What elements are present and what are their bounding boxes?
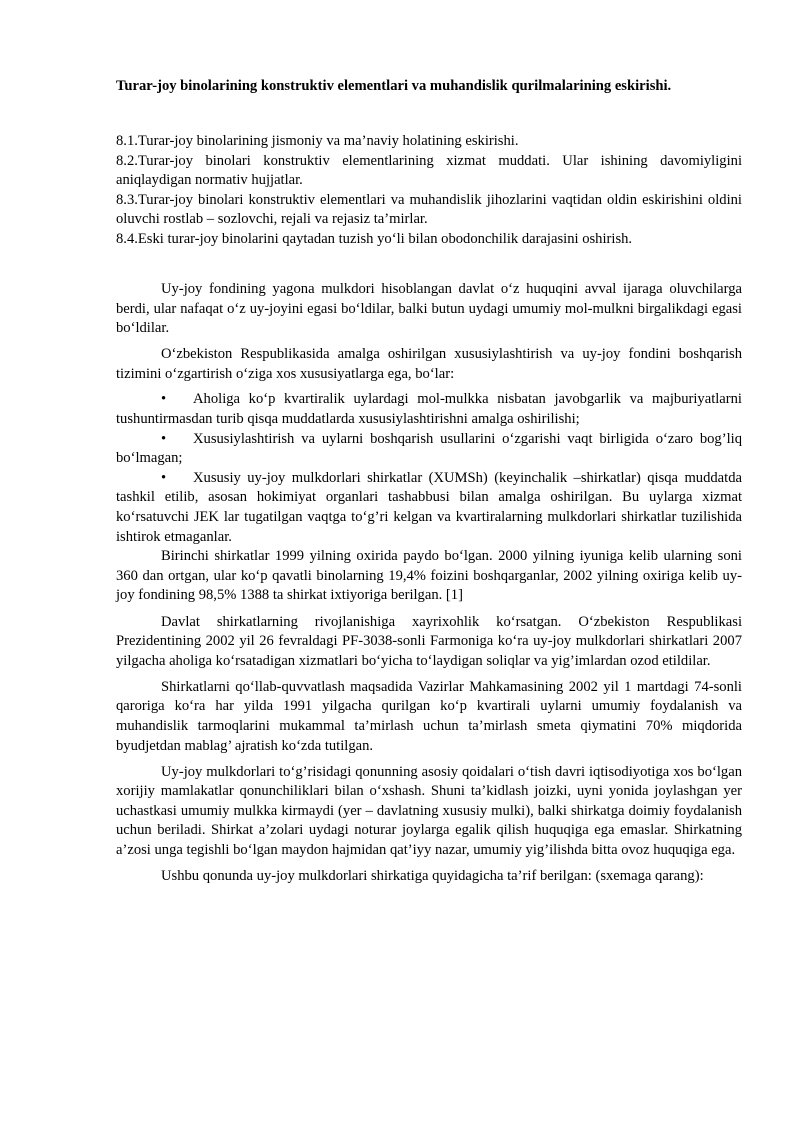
outline-item: 8.1.Turar-joy binolarining jismoniy va ma’naviy holatining eskirishi. <box>116 133 519 149</box>
bullet-item <box>116 469 742 547</box>
bullet-text: Xususiylashtirish va uylarni boshqarish usullarini o‘zgarishi vaqt birligida o‘zaro bog’liq bo‘lmagan; <box>116 430 742 467</box>
paragraph-ownership: Uy-joy fondining yagona mulkdori hisoblangan davlat o‘z huquqini avval ijaraga oluvchilarga berdi, ular nafaqat o‘z uy-joyini egasi bo‘ldilar, balki butun uydagi umumiy mol-mulkni birgalikdagi egasi bo‘ldilar. <box>116 281 742 337</box>
bullet-icon: • <box>161 430 167 447</box>
bullet-icon: • <box>161 391 167 408</box>
outline-item: 8.4.Eski turar-joy binolarini qaytadan tuzish yo‘li bilan obodonchilik darajasini oshirish. <box>116 230 633 247</box>
document-title: Turar-joy binolarining konstruktiv elementlari va muhandislik qurilmalarining eskirishi. <box>116 78 672 94</box>
paragraph-law-provisions: Uy-joy mulkdorlari to‘g’risidagi qonunning asosiy qoidalari o‘tish davri iqtisodiyotiga xos bo‘lgan xorijiy mamlakatlar qonunchiliklari bilan o‘xshash. Shuni ta’kidlash joizki, uyni yonida joylashgan yer uchastkasi umumiy mulkka kirmaydi (yer – davlatning xususiy mulki), balki shirkatga doimiy foydalanish uchun beriladi. Shirkat a’zolari uydagi noturar joylarga egalik qilish huquqiga ega emaslar. Shirkatning a’zosi unga tegishli bo‘lgan maydon hajmidan qat’iyy nazar, umumiy yig’ilishda bitta ovoz huquqiga ega. <box>116 763 742 859</box>
paragraph-definition: Ushbu qonunda uy-joy mulkdorlari shirkatiga quyidagicha ta’rif berilgan: (sxemaga qarang): <box>161 868 704 885</box>
topic-outline <box>116 132 742 249</box>
paragraph-cabinet-resolution: Shirkatlarni qo‘llab-quvvatlash maqsadida Vazirlar Mahkamasining 2002 yil 1 martdagi 74-sonli qaroriga ko‘ra har yilda 1991 yilgacha qurilgan ko‘p kvartirali uylarni umumiy foydalanish va muhandislik tarmoqlarini mukammal ta’mirlash uchun ta’mirlash smeta qiymatini 70% miqdorida byudjetdan mablag’ ajratish ko‘zda tutilgan. <box>116 678 742 754</box>
bullet-text: Aholiga ko‘p kvartiralik uylardagi mol-mulkka nisbatan javobgarlik va majburiyatlarni tushuntirmasdan turib qisqa muddatlarda xususiylashtirishni amalga oshirilishi; <box>116 391 742 428</box>
bullet-item <box>116 390 742 429</box>
paragraph-state-support: Davlat shirkatlarning rivojlanishiga xayrixohlik ko‘rsatgan. O‘zbekiston Respublikasi Prezidentining 2002 yil 26 fevraldagi PF-3038-sonli Farmoniga ko‘ra uy-joy mulkdorlari shirkatlari 2007 yilgacha aholiga ko‘rsatadigan xizmatlari bo‘yicha to‘laydigan soliqlar va yig’imlardan ozod etildilar. <box>116 613 742 669</box>
document-body <box>116 280 742 893</box>
outline-item: 8.3.Turar-joy binolari konstruktiv elementlari va muhandislik jihozlarini vaqtidan oldin eskirishini oldini oluvchi rostlab – sozlovchi, rejali va rejasiz ta’mirlar. <box>116 191 742 227</box>
outline-item: 8.2.Turar-joy binolari konstruktiv elementlarining xizmat muddati. Ular ishining davomiyligini aniqlaydigan normativ hujjatlar. <box>116 152 742 188</box>
bullet-item <box>116 430 742 469</box>
paragraph-privatization: O‘zbekiston Respublikasida amalga oshirilgan xususiylashtirish va uy-joy fondini boshqarish tizimini o‘zgartirish o‘ziga xos xususiyatlarga ega, bo‘lar: <box>116 346 742 382</box>
bullet-icon: • <box>161 469 167 486</box>
bullet-text: Xususiy uy-joy mulkdorlari shirkatlar (XUMSh) (keyinchalik –shirkatlar) qisqa muddatda tashkil etilib, asosan hokimiyat organlari tashabbusi bilan amalga oshirilgan. Bu uylarga xizmat ko‘rsatuvchi JEK lar tugatilgan vaqtga to‘g’ri kelgan va kvartiralarning mulkdorlari shirkatlar tuzilishida ishtirok etmaganlar. <box>116 469 742 545</box>
paragraph-first-associations: Birinchi shirkatlar 1999 yilning oxirida paydo bo‘lgan. 2000 yilning iyuniga kelib ularning soni 360 dan ortgan, ular ko‘p qavatli binolarning 19,4% foizini boshqarganlar, 2002 yilning oxiriga kelib uy-joy fondining 98,5% 1388 ta shirkat ixtiyoriga berilgan. [1] <box>116 548 742 604</box>
